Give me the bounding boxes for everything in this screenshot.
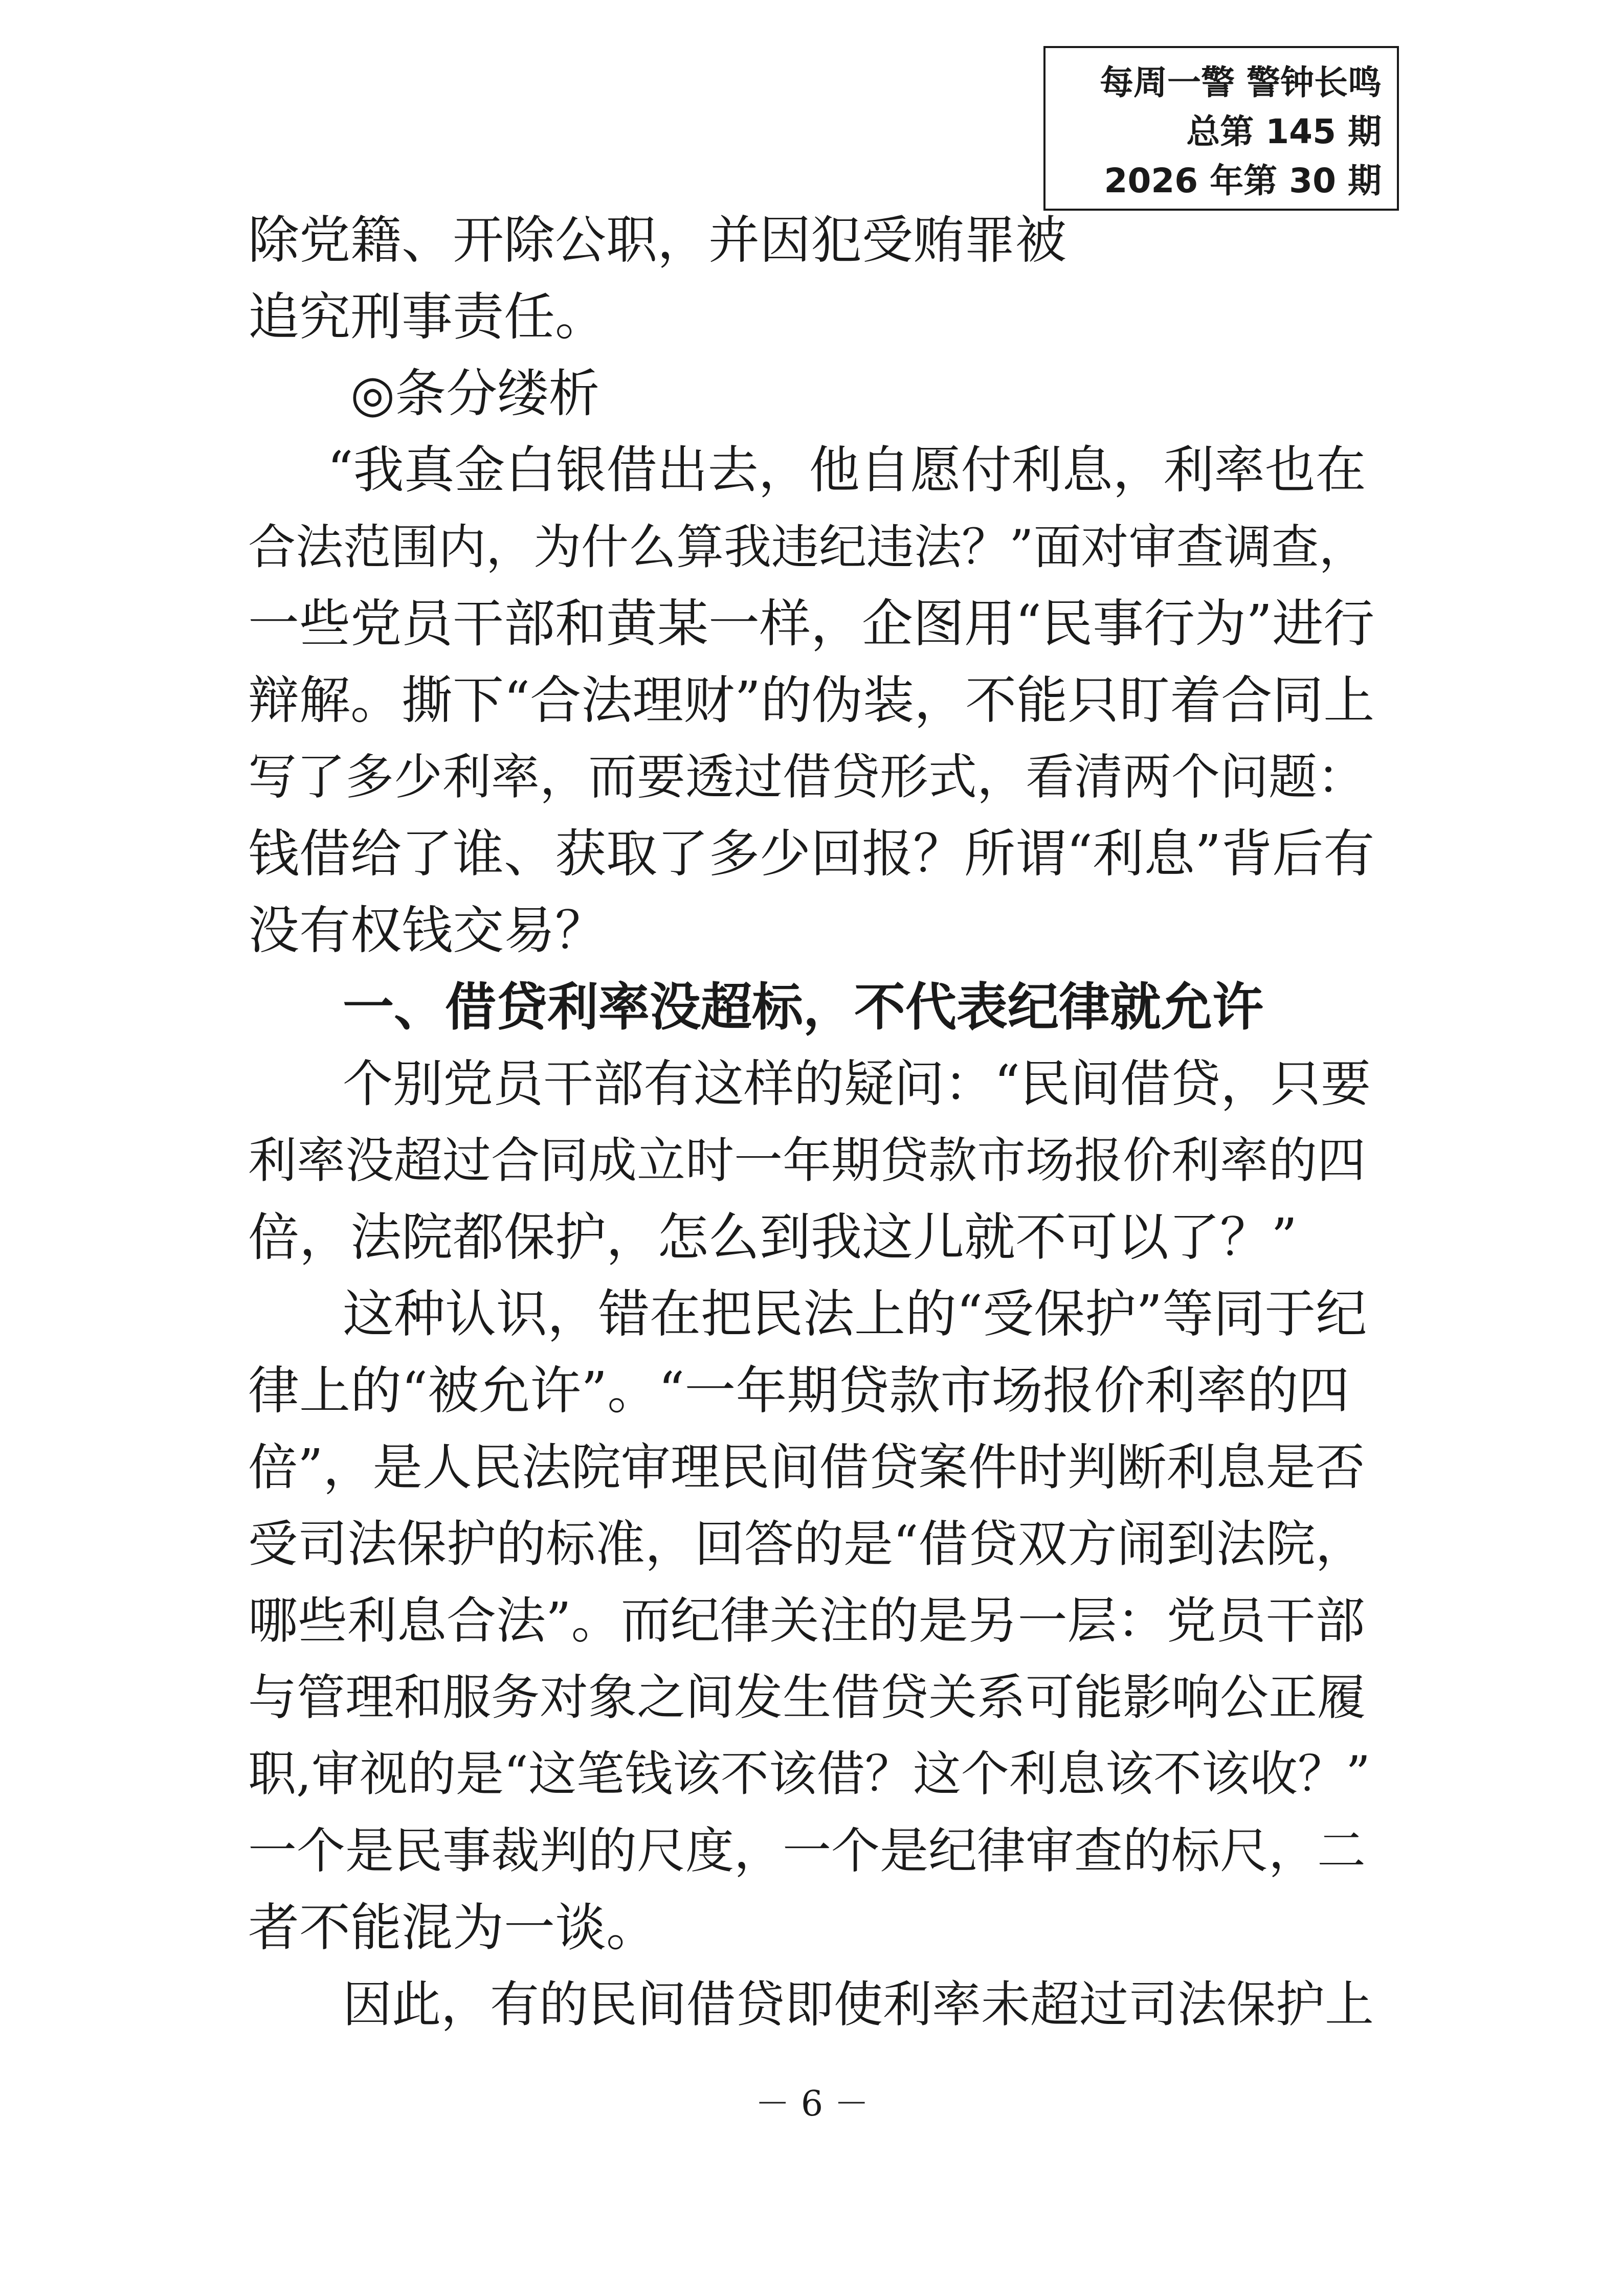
text-line: 追究刑事责任。 <box>248 287 606 347</box>
text-line: 倍，法院都保护，怎么到我这儿就不可以了？” <box>248 1207 1298 1267</box>
text-line: 哪些利息合法”。而纪律关注的是另一层：党员干部 <box>248 1592 1365 1650</box>
text-line: 利率没超过合同成立时一年期贷款市场报价利率的四 <box>248 1133 1366 1189</box>
text-line: 辩解。撕下“合法理财”的伪装，不能只盯着合同上 <box>248 670 1375 730</box>
issue-total-number: 总第 145 期 <box>1186 112 1382 151</box>
text-line: 钱借给了谁、获取了多少回报？所谓“利息”背后有 <box>248 824 1375 884</box>
page-number: － 6 － <box>755 2084 869 2124</box>
section-heading: 一、借贷利率没超标，不代表纪律就允许 <box>343 977 1263 1037</box>
text-line: 写了多少利率，而要透过借贷形式，看清两个问题： <box>248 749 1366 805</box>
text-line: 受司法保护的标准，回答的是“借贷双方闹到法院， <box>248 1515 1365 1573</box>
section-marker: ◎条分缕析 <box>350 364 600 423</box>
text-line: 者不能混为一谈。 <box>248 1898 657 1957</box>
text-line: 这种认识，错在把民法上的“受保护”等同于纪 <box>343 1284 1367 1344</box>
issue-info-box <box>1043 46 1399 211</box>
text-line: 职,审视的是“这笔钱该不该借？这个利息该不该收？” <box>248 1746 1370 1802</box>
text-line: 除党籍、开除公职，并因犯受贿罪被 <box>248 210 1066 270</box>
text-line: 一个是民事裁判的尺度，一个是纪律审查的标尺，二 <box>248 1823 1366 1879</box>
text-line: 与管理和服务对象之间发生借贷关系可能影响公正履 <box>248 1670 1366 1726</box>
text-line: “我真金白银借出去，他自愿付利息，利率也在 <box>327 441 1366 500</box>
text-line: 律上的“被允许”。“一年期贷款市场报价利率的四 <box>248 1361 1350 1421</box>
issue-slogan: 每周一警 警钟长鸣 <box>1100 63 1382 102</box>
text-line: 一些党员干部和黄某一样，企图用“民事行为”进行 <box>248 594 1375 654</box>
text-line: 合法范围内，为什么算我违纪违法？”面对审查调查， <box>248 520 1367 575</box>
text-line: 倍”，是人民法院审理民间借贷案件时判断利息是否 <box>248 1438 1365 1496</box>
text-line: 个别党员干部有这样的疑问：“民间借贷，只要 <box>343 1055 1371 1113</box>
text-line: 因此，有的民间借贷即使利率未超过司法保护上 <box>343 1976 1374 2033</box>
issue-year-number: 2026 年第 30 期 <box>1104 161 1382 200</box>
text-line: 没有权钱交易？ <box>248 901 606 960</box>
